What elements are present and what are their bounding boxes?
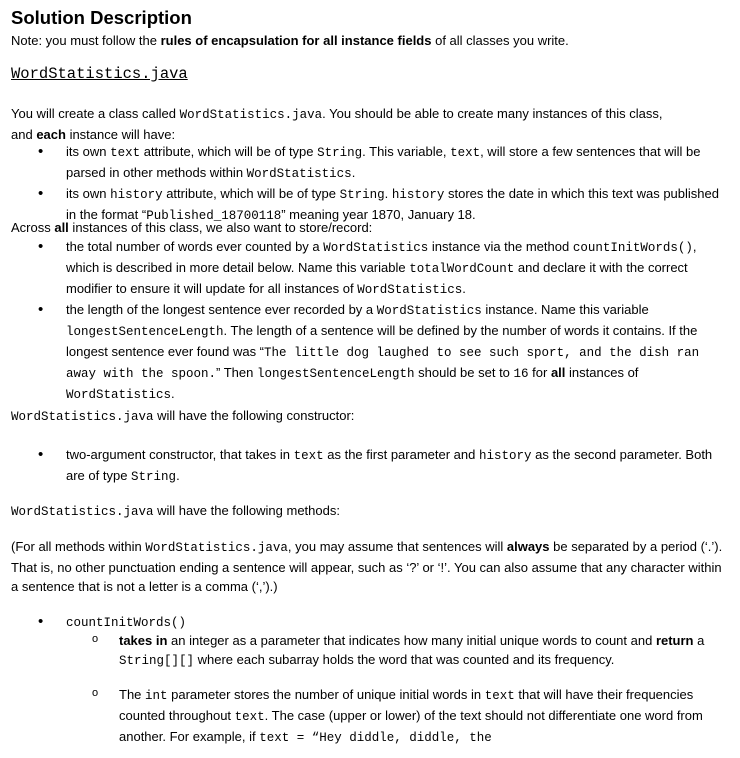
list-item: • the length of the longest sentence ever recorded by a WordStatistics instance. Name this variable longestSentenceLength. The length of a sentence will be defined by the number of words it contains. If the longest sentence ever found was “The little dog laughed to see such sport, and the dish ran away with the spoon.” Then longestSentenceLength should be set to 16 for all instances of WordStatistics.	[11, 300, 732, 405]
list-item: o takes in an integer as a parameter that indicates how many initial unique words to count and return a String[][] where each subarray holds the word that was counted and its frequency.	[11, 631, 732, 671]
across-instances-heading: Across all instances of this class, we also want to store/record:	[11, 220, 373, 235]
constructor-intro: WordStatistics.java will have the following constructor:	[11, 408, 355, 424]
list-item: • its own text attribute, which will be of type String. This variable, text, will store a few sentences that will be parsed in other methods within WordStatistics.	[11, 142, 732, 184]
static-fields-list	[11, 237, 732, 405]
method-sublist-1	[11, 631, 732, 671]
constructor-list	[11, 445, 732, 487]
method-sublist-2	[11, 685, 732, 748]
file-heading: WordStatistics.java	[11, 65, 188, 83]
list-item: o The int parameter stores the number of unique initial words in text that will have their frequencies counted throughout text. The case (upper or lower) of the text should not differentiate one word from another. For example, if text = “Hey diddle, diddle, the	[11, 685, 732, 748]
instance-attributes-list	[11, 142, 732, 226]
list-item: • countInitWords()	[11, 612, 732, 633]
methods-note: (For all methods within WordStatistics.java, you may assume that sentences will always be separated by a period (‘.’). That is, no other punctuation ending a sentence will appear, such as ‘?’ or ‘!’. You can also assume that any character within a sentence that is not a letter is a comma (‘,’).)	[11, 539, 723, 594]
intro-paragraph: You will create a class called WordStatistics.java. You should be able to create many instances of this class, and each instance will have:	[11, 106, 663, 142]
encapsulation-note: Note: you must follow the rules of encapsulation for all instance fields of all classes you write.	[11, 33, 569, 48]
list-item: • its own history attribute, which will be of type String. history stores the date in which this text was published in the format “Published_18700118” meaning year 1870, January 18.	[11, 184, 732, 226]
list-item: • two-argument constructor, that takes in text as the first parameter and history as the second parameter. Both are of type String.	[11, 445, 732, 487]
methods-intro: WordStatistics.java will have the following methods:	[11, 503, 340, 519]
page-title: Solution Description	[11, 7, 192, 28]
method-list	[11, 612, 732, 633]
list-item: • the total number of words ever counted by a WordStatistics instance via the method countInitWords(), which is described in more detail below. Name this variable totalWordCount and declare it with the correct modifier to ensure it will update for all instances of WordStatistics.	[11, 237, 732, 300]
